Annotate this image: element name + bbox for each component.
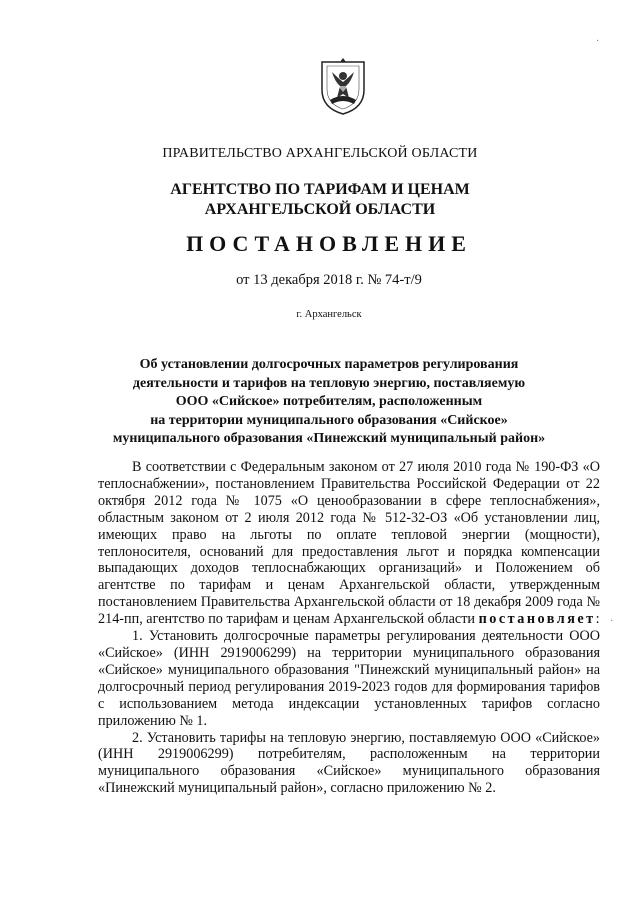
preamble-text: В соответствии с Федеральным законом от 27 июля 2010 года № 190-ФЗ «О теплоснабжении», постановлением Правительства Российской Федерации от 22 октября 2012 года № 1075 «О ценообразовании в сфере теплоснабжения», областным законом от 2 июля 2012 года № 512-32-ОЗ «Об установлении лиц, имеющих право на льготы по оплате тепловой энергии (мощности), теплоносителя, оснований для предоставления льгот и порядка компенсации выпадающих доходов теплоснабжающих организаций» и Положением об агентстве по тарифам и ценам Архангельской области, утвержденным постановлением Правительства Архангельской области от 18 декабря 2009 года № 214-пп, агентство по тарифам и ценам Архангельской области	[98, 459, 600, 628]
government-name: ПРАВИТЕЛЬСТВО АРХАНГЕЛЬСКОЙ ОБЛАСТИ	[162, 146, 478, 161]
subject-line: на территории муниципального образования «Сийское»	[150, 412, 508, 428]
subject-line: муниципального образования «Пинежский муниципальный район»	[112, 431, 546, 446]
resolves-word: постановляет	[478, 611, 596, 628]
city-name: г. Архангельск	[296, 309, 362, 320]
item-1-paragraph: 1. Установить долгосрочные параметры регулирования деятельности ООО «Сийское» (ИНН 2919006299) на территории муниципального образования «Сийское» муниципального образования "Пинежский муниципальный район» на долгосрочный период регулирования 2019-2023 годов для формирования тарифов с использованием метода индексации установленных тарифов согласно приложению № 1.	[98, 628, 600, 729]
agency-name	[0, 180, 640, 220]
date-and-number: от 13 декабря 2018 г. № 74-т/9	[236, 272, 422, 288]
document-type-title: ПОСТАНОВЛЕНИЕ	[186, 231, 472, 256]
scan-speck: ·	[610, 616, 614, 627]
subject-line: ООО «Сийское» потребителям, расположенным	[175, 394, 483, 409]
agency-name-line-1: АГЕНТСТВО ПО ТАРИФАМ И ЦЕНАМ	[170, 181, 470, 198]
item-2-paragraph: 2. Установить тарифы на тепловую энергию, поставляемую ООО «Сийское» (ИНН 2919006299) потребителям, расположенным на территории муниципального образования «Сийское» муниципального образования «Пинежский муниципальный район», согласно приложению № 2.	[98, 729, 600, 797]
preamble-paragraph	[98, 459, 600, 628]
coat-of-arms-emblem	[318, 56, 368, 116]
subject-line: Об установлении долгосрочных параметров регулирования	[139, 357, 519, 372]
subject-line: деятельности и тарифов на тепловую энергию, поставляемую	[132, 375, 526, 391]
scan-speck: ·	[596, 36, 600, 47]
agency-name-line-2: АРХАНГЕЛЬСКОЙ ОБЛАСТИ	[204, 201, 436, 218]
document-body	[98, 459, 600, 797]
document-subject	[0, 356, 640, 449]
resolves-colon: :	[595, 611, 600, 628]
